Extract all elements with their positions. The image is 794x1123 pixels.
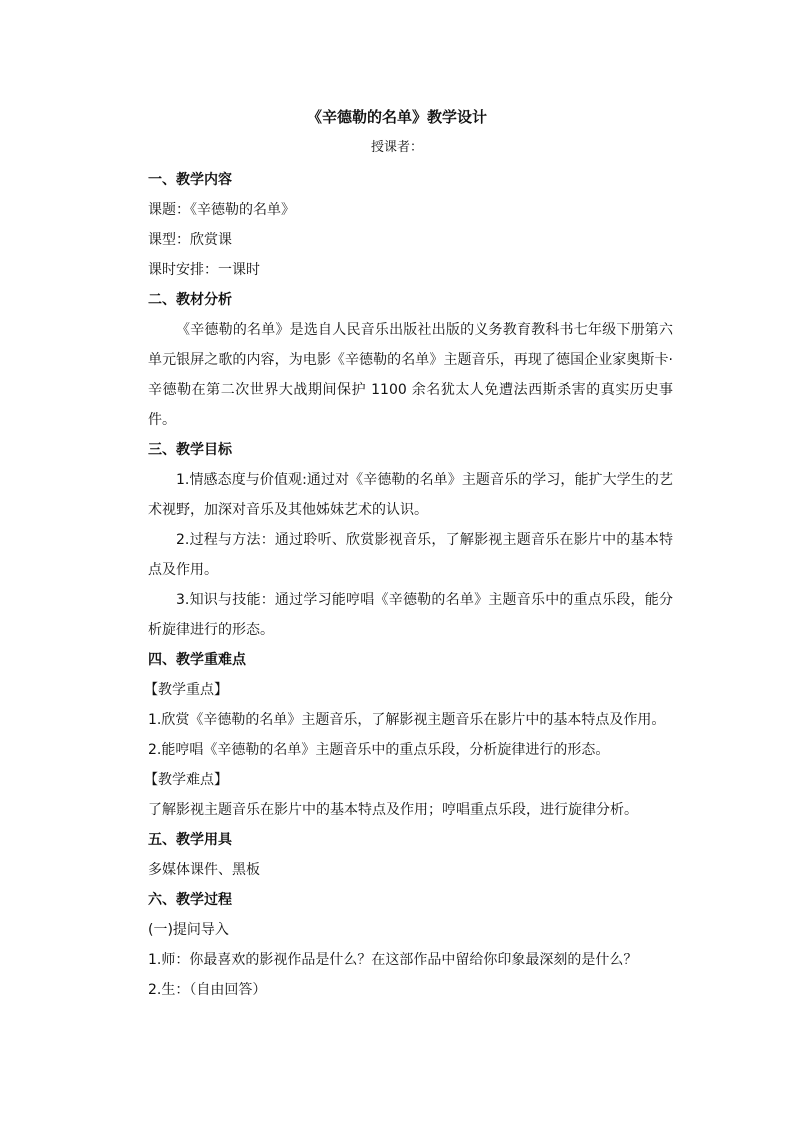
section-heading-goals: 三、教学目标 xyxy=(148,442,232,458)
section-heading-process: 六、教学过程 xyxy=(148,892,232,908)
goal-item-emotion: 1.情感态度与价值观:通过对《辛德勒的名单》主题音乐的学习，能扩大学生的艺术视野，加深对音乐及其他姊妹艺术的认识。 xyxy=(148,472,673,518)
process-sub-heading: (一)提问导入 xyxy=(148,922,229,938)
section-heading-content: 一、教学内容 xyxy=(148,172,232,188)
lesson-topic: 课题：《辛德勒的名单》 xyxy=(148,202,295,218)
tools-text: 多媒体课件、黑板 xyxy=(148,862,260,878)
section-heading-analysis: 二、教材分析 xyxy=(148,292,232,308)
author-label: 授课者： xyxy=(370,140,423,155)
process-item-1: 1.师：你最喜欢的影视作品是什么？在这部作品中留给你印象最深刻的是什么？ xyxy=(148,952,638,968)
difficulty-text: 了解影视主题音乐在影片中的基本特点及作用；哼唱重点乐段，进行旋律分析。 xyxy=(148,802,638,818)
focus-item-2: 2.能哼唱《辛德勒的名单》主题音乐中的重点乐段，分析旋律进行的形态。 xyxy=(148,742,610,758)
lesson-type: 课型：欣赏课 xyxy=(148,232,232,248)
process-item-2: 2.生：（自由回答） xyxy=(148,982,267,998)
focus-label: 【教学重点】 xyxy=(144,682,228,698)
difficulty-label: 【教学难点】 xyxy=(144,772,228,788)
lesson-schedule: 课时安排：一课时 xyxy=(148,262,260,278)
analysis-paragraph: 《辛德勒的名单》是选自人民音乐出版社出版的义务教育教科书七年级下册第六单元银屏之歌的内容，为电影《辛德勒的名单》主题音乐，再现了德国企业家奥斯卡·辛德勒在第二次世界大战期间保护 1100 余名犹太人免遭法西斯杀害的真实历史事件。 xyxy=(148,322,673,428)
goal-item-skill: 3.知识与技能：通过学习能哼唱《辛德勒的名单》主题音乐中的重点乐段，能分析旋律进行的形态。 xyxy=(148,592,673,638)
focus-item-1: 1.欣赏《辛德勒的名单》主题音乐，了解影视主题音乐在影片中的基本特点及作用。 xyxy=(148,712,666,728)
section-heading-key-points: 四、教学重难点 xyxy=(148,652,246,668)
section-heading-tools: 五、教学用具 xyxy=(148,832,232,848)
goal-item-process: 2.过程与方法：通过聆听、欣赏影视音乐，了解影视主题音乐在影片中的基本特点及作用。 xyxy=(148,532,673,578)
document-title: 《辛德勒的名单》教学设计 xyxy=(306,108,487,126)
document-body xyxy=(144,165,673,1005)
